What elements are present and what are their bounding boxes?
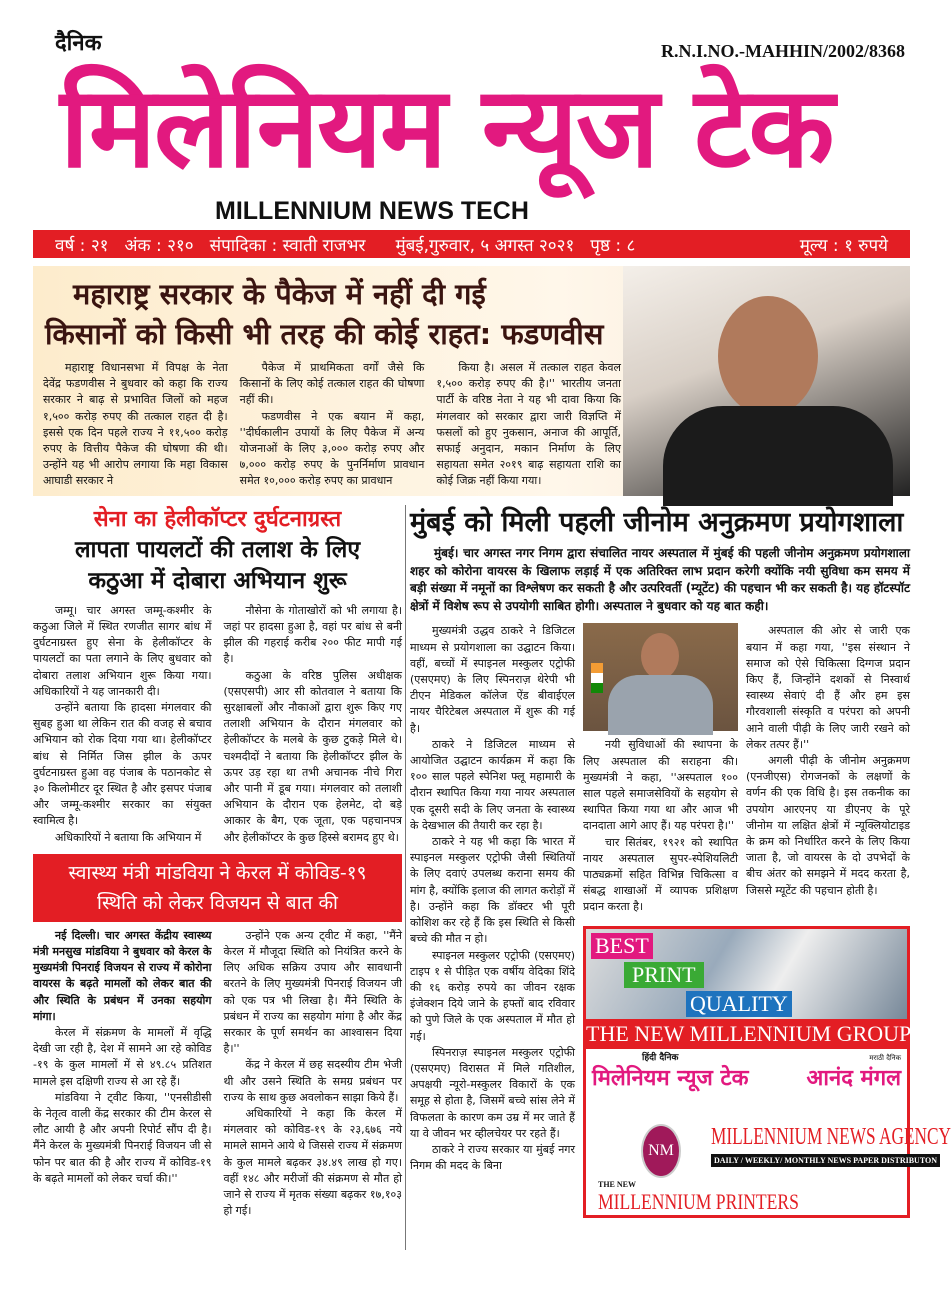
ad-hindi-paper: मिलेनियम न्यूज टेक bbox=[592, 1065, 749, 1091]
ad-agency-sub: DAILY / WEEKLY/ MONTHLY NEWS PAPER DISTRIBUTON bbox=[711, 1154, 940, 1167]
genome-headline: मुंबई को मिली पहली जीनोम अनुक्रमण प्रयोगशाला bbox=[410, 507, 904, 538]
article-column bbox=[43, 360, 228, 490]
kerala-headline-1: स्वास्थ्य मंत्री मांडविया ने केरल में कोविड-१९ bbox=[68, 861, 367, 884]
paragraph: कठुआ के वरिष्ठ पुलिस अधीक्षक (एसएसपी) आर सी कोतवाल ने बताया कि सुरक्षाबलों और नौकाओं द्वारा शुरू किए गए तलाशी अभियान के दौरान मंगलवार को हेलीकॉप्टर के मलबे के कुछ टुकड़े मिले थे। चश्मदीदों ने बताया कि हेलीकॉप्टर झील के ऊपर उड़ रहा था तभी अचानक नीचे गिरा और पानी में डूब गया। मंगलवार को तलाशी अभियान के दौरान एक हेलमेट, दो बड़े आकार के बैग, एक जूता, एक पहचानपत्र और हेलीकॉप्टर के कुछ हिस्से बरामद हुए थे। bbox=[223, 668, 402, 844]
paragraph: स्पिनराज़ स्पाइनल मस्कुलर एट्रोफी (एसएमए) विरासत में मिले गतिशील, अपक्षयी न्यूरो-मस्कुलर विकारों के एक समूह से होता है, जिसमें बच्चे सांस लेने में विफलता के कारण कम उम्र में मर जाते हैं या वे जीवन भर व्हीलचेयर पर रहते हैं। bbox=[410, 1045, 575, 1140]
year: वर्ष : २१ bbox=[55, 235, 109, 256]
ad-hindi-label: हिंदी दैनिक bbox=[642, 1052, 679, 1063]
paragraph: उन्होंने एक अन्य ट्वीट में कहा, ''मैंने केरल में मौजूदा स्थिति को नियंत्रित करने के लिए अधिक सक्रिय उपाय और सावधानी बरतने के लिए मुख्यमंत्री पिनराई विजयन जी को एक पत्र भी लिखा है। मैंने स्थिति के प्रबंधन में राज्य का सहयोग मांगा है और केंद्र सरकार के पूर्ण समर्थन का आश्वासन दिया है।'' bbox=[223, 928, 402, 1056]
advertisement[interactable] bbox=[583, 926, 951, 1218]
ad-marathi-paper: आनंद मंगल bbox=[806, 1065, 901, 1091]
ad-printers: MILLENNIUM PRINTERS bbox=[598, 1188, 799, 1214]
army-headline-3: कठुआ में दोबारा अभियान शुरू bbox=[88, 567, 347, 594]
paragraph: चार सितंबर, १९२१ को स्थापित नायर अस्पताल सुपर-स्पेशियलिटी पाठ्यक्रमों सहित विभिन्न चिकित्सा व संबद्ध शाखाओं में व्यापक प्रशिक्षण प्रदान करता है। bbox=[583, 835, 738, 914]
paragraph: पैकेज में प्राथमिकता वर्गों जैसे कि किसानों के लिए कोई तत्काल राहत की घोषणा नहीं की। bbox=[239, 361, 425, 407]
paragraph: केंद्र ने केरल में छह सदस्यीय टीम भेजी थी और उसने स्थिति के समग्र प्रबंधन पर राज्य के साथ कुछ अवलोकन साझा किये हैं। bbox=[223, 1058, 402, 1104]
lead-headline-2: किसानों को किसी भी तरह की कोई राहत: फडणवीस bbox=[45, 317, 604, 351]
price: मूल्य : १ रुपये bbox=[799, 235, 888, 256]
newspaper-title: मिलेनियम न्यूज टेक bbox=[60, 63, 833, 193]
paragraph: महाराष्ट्र विधानसभा में विपक्ष के नेता देवेंद्र फडणवीस ने बुधवार को कहा कि राज्य सरकार ने बाढ़ से प्रभावित जिलों को महज १,५०० करोड़ रुपए की तत्काल राहत दी है। इससे एक दिन पहले राज्य ने ११,५०० करोड़ रुपए के वित्तीय पैकेज की घोषणा की थी। उन्होंने यह भी आरोप लगाया कि महा विकास आघाडी सरकार ने bbox=[43, 361, 228, 488]
newspaper-english-title: MILLENNIUM NEWS TECH bbox=[215, 197, 529, 225]
genome-column-2 bbox=[583, 737, 738, 915]
place-date: मुंबई,गुरुवार, ५ अगस्त २०२१ bbox=[395, 235, 575, 256]
ad-marathi-label: मराठी दैनिक bbox=[869, 1053, 901, 1062]
genome-intro: मुंबई। चार अगस्त नगर निगम द्वारा संचालित नायर अस्पताल में मुंबई की पहली जीनोम अनुक्रमण प्रयोगशाला शहर को कोरोना वायरस के खिलाफ लड़ाई में एक अतिरिक्त लाभ प्रदान करेगी क्योंकि नयी सुविधा कम समय में बड़ी संख्या में नमूनों का विश्लेषण कर सकती है और उत्परिवर्ती (म्यूटेंट) की पहचान भी कर सकती है। यह हॉटस्पॉट क्षेत्रों में विशेष रूप से उपयोगी साबित होगी। अस्पताल ने बुधवार को यह बात कही। bbox=[410, 546, 910, 613]
paragraph: अगली पीढ़ी के जीनोम अनुक्रमण (एनजीएस) रोगजनकों के लक्षणों के वर्णन की एक विधि है। इस तकनीक का उपयोग आरएनए या डीएनए के पूरे जीनोम या लक्षित क्षेत्रों में न्यूक्लियोटाइड के क्रम को निर्धारित करने के लिए किया जाता है, जो वायरस के दो उपभेदों के बीच अंतर को समझने में मदद करता है, जिससे म्यूटेंट की पहचान होती है। bbox=[746, 754, 910, 897]
ad-quality: QUALITY bbox=[686, 991, 792, 1017]
paragraph: मांडविया ने ट्वीट किया, ''एनसीडीसी के नेतृत्व वाली केंद्र सरकार की टीम केरल से लौट आयी है और अपनी रिपोर्ट सौंप दी है। मैंने केरल के मुख्यमंत्री पिनराई विजयन जी से फोन पर बात की है और राज्य में कोविड-१९ के बढ़ते मामलों को लेकर चर्चा की।'' bbox=[33, 1090, 212, 1185]
paragraph: नयी सुविधाओं की स्थापना के लिए अस्पताल की सराहना की। मुख्यमंत्री ने कहा, ''अस्पताल १०० साल पहले समाजसेवियों के सहयोग से स्थापित किया गया था और आज भी दानदाता आगे आए हैं। यह परंपरा है।'' bbox=[583, 738, 738, 833]
paragraph: अधिकारियों ने कहा कि केरल में मंगलवार को कोविड-१९ के २३,६७६ नये मामले सामने आये थे जिससे राज्य में संक्रमण के कुल मामले बढ़कर ३४.४९ लाख हो गए। वहीं १४८ और मरीजों की संक्रमण से मौत हो जाने से राज्य में मृतक संख्या बढ़कर १७,१०३ हो गई। bbox=[223, 1107, 402, 1218]
lead-photo bbox=[623, 266, 910, 496]
army-headline-2: लापता पायलटों की तलाश के लिए bbox=[74, 536, 361, 563]
paragraph: अधिकारियों ने बताया कि अभियान में bbox=[55, 830, 202, 844]
ad-printers-pre: THE NEW bbox=[598, 1179, 637, 1189]
ad-best: BEST bbox=[591, 933, 653, 959]
masthead-prefix: दैनिक bbox=[55, 31, 102, 56]
paragraph: ठाकरे ने यह भी कहा कि भारत में स्पाइनल मस्कुलर एट्रोफी जैसी स्थितियों के लिए दवाएं उपलब्ध कराना समय की मांग है, क्योंकि इलाज की लागत करोड़ों में है। उन्होंने कहा कि डॉक्टर भी पूरी कोशिश कर रहे हैं कि इस स्थिति से किसी बच्चे की मौत न हो। bbox=[410, 835, 575, 946]
issue-info-bar bbox=[33, 230, 910, 258]
article-column bbox=[240, 360, 425, 490]
lead-story bbox=[33, 266, 910, 496]
issue: अंक : २१० bbox=[124, 235, 194, 256]
paragraph: अस्पताल की ओर से जारी एक बयान में कहा गया, ''इस संस्थान ने समाज को ऐसे चिकित्सा दिग्गज प्रदान किए हैं, जिन्होंने दशकों से निस्वार्थ स्वास्थ्य सेवाएं दी हैं और हम इस गौरवशाली संस्कृति व परंपरा को अपनी आने वाली पीढ़ी के लिए जारी रखने को लेकर तत्पर हैं।'' bbox=[746, 624, 910, 751]
ad-agency: MILLENNIUM NEWS AGENCY bbox=[711, 1123, 951, 1150]
paragraph: फडणवीस ने एक बयान में कहा, ''दीर्घकालीन उपायों के लिए पैकेज में अन्य योजनाओं के लिए ३,००० करोड़ रुपए और ७,००० करोड़ रुपए के पुनर्निर्माण प्रावधान समेत १०,००० करोड़ रुपए का प्रावधान bbox=[239, 409, 425, 488]
right-section bbox=[410, 505, 951, 1218]
paragraph: स्पाइनल मस्कुलर एट्रोफी (एसएमए) टाइप १ से पीड़ित एक वर्षीय वेदिका शिंदे की १६ करोड़ रुपये का जीवन रक्षक इंजेक्शन दिये जाने के हफ्तों बाद रविवार को पुणे जिले के एक अस्पताल में मौत हो गई। bbox=[410, 948, 575, 1043]
paragraph: नौसेना के गोताखोरों को भी लगाया है। जहां पर हादसा हुआ है, वहां पर बांध से बनी झील की गहराई करीब २०० फीट मापी गई है। bbox=[223, 603, 402, 666]
rni-number: R.N.I.NO.-MAHHIN/2002/8368 bbox=[661, 41, 905, 61]
left-section bbox=[33, 505, 402, 1219]
paragraph: ठाकरे ने राज्य सरकार या मुंबई नगर निगम की मदद के बिना bbox=[410, 1142, 575, 1173]
genome-column-3 bbox=[746, 623, 910, 898]
thackeray-photo bbox=[583, 623, 738, 731]
lead-headline-1: महाराष्ट्र सरकार के पैकेज में नहीं दी गई bbox=[73, 277, 486, 311]
ad-group: THE NEW MILLENNIUM GROUP bbox=[586, 1019, 907, 1049]
genome-column-1 bbox=[410, 623, 575, 1174]
page-number: पृष्ठ : ८ bbox=[590, 235, 636, 256]
article-column bbox=[33, 603, 212, 846]
paragraph: किया है। असल में तत्काल राहत केवल १,५०० करोड़ रुपए की है।'' भारतीय जनता पार्टी के वरिष्ठ नेता ने यह भी दावा किया कि मंगलवार को सरकार द्वारा जारी विज्ञप्ति में फसलों को हुए नुकसान, अनाज की आपूर्ति, सफाई अनुदान, मकान निर्माण के लिए सहायता समेत २०१९ बाढ़ सहायता राशि का कोई जिक्र नहीं किया गया। bbox=[436, 361, 622, 488]
printers-logo: NM bbox=[641, 1124, 681, 1178]
article-column bbox=[224, 603, 403, 846]
editor: संपादिका : स्वाती राजभर bbox=[209, 235, 366, 256]
kerala-headline-2: स्थिति को लेकर विजयन से बात की bbox=[97, 891, 338, 914]
army-headline-1: सेना का हेलीकॉप्टर दुर्घटनाग्रस्त bbox=[93, 507, 342, 532]
ad-print: PRINT bbox=[624, 962, 704, 988]
article-column bbox=[436, 360, 621, 490]
kerala-intro: नई दिल्ली। चार अगस्त केंद्रीय स्वास्थ्य मंत्री मनसुख मांडविया ने बुधवार को केरल के मुख्यमंत्री पिनराई विजयन से राज्य में कोरोना वायरस के बढ़ते मामलों को लेकर बात की और स्थिति के प्रबंधन में उनका सहयोग मांगा। bbox=[33, 928, 212, 1023]
kerala-headline-banner bbox=[33, 854, 402, 922]
article-column bbox=[33, 928, 212, 1220]
article-column bbox=[224, 928, 403, 1220]
paragraph: उन्होंने बताया कि हादसा मंगलवार की सुबह हुआ था लेकिन रात की वजह से बचाव अभियान को रोक दिया गया था। हेलीकॉप्टर बांध से निर्मित जिस झील के ऊपर दुर्घटनाग्रस्त हुआ वह पंजाब के पठानकोट से ३० किलोमीटर दूर स्थित है और इसपर पंजाब और जम्मू-कश्मीर सरकार का संयुक्त स्वामित्व है। bbox=[33, 701, 212, 828]
paragraph: ठाकरे ने डिजिटल माध्यम से आयोजित उद्घाटन कार्यक्रम में कहा कि १०० साल पहले स्पेनिश फ्लू महामारी के दौरान स्थापित किया गया नायर अस्पताल एक दूसरी सदी के लिए जनता के स्वास्थ्य के देखभाल की तैयारी कर रहा है। bbox=[410, 737, 575, 832]
paragraph: केरल में संक्रमण के मामलों में वृद्धि देखी जा रही है, देश में सामने आ रहे कोविड -१९ के कुल मामलों में से ४९.८५ प्रतिशत मामले इस दक्षिणी राज्य से आ रहे हैं। bbox=[33, 1026, 212, 1088]
paragraph: जम्मू। चार अगस्त जम्मू-कश्मीर के कठुआ जिले में स्थित रणजीत सागर बांध में दुर्घटनाग्रस्त हुए सेना के हेलीकॉप्टर के पायलटों का पता लगाने के लिए बुधवार को दोबारा तलाश अभियान शुरू किया गया। अधिकारियों ने यह जानकारी दी। bbox=[33, 603, 212, 698]
paragraph: मुख्यमंत्री उद्धव ठाकरे ने डिजिटल माध्यम से प्रयोगशाला का उद्घाटन किया। वहीं, बच्चों में स्पाइनल मस्कुलर एट्रोफी (एसएमए) के लिए स्पिनराज़ थेरेपी भी टीएन मेडिकल कॉलेज ऐंड बीवाईएल नायर चैरिटेबल अस्पताल में शुरू की गई है। bbox=[410, 624, 575, 735]
